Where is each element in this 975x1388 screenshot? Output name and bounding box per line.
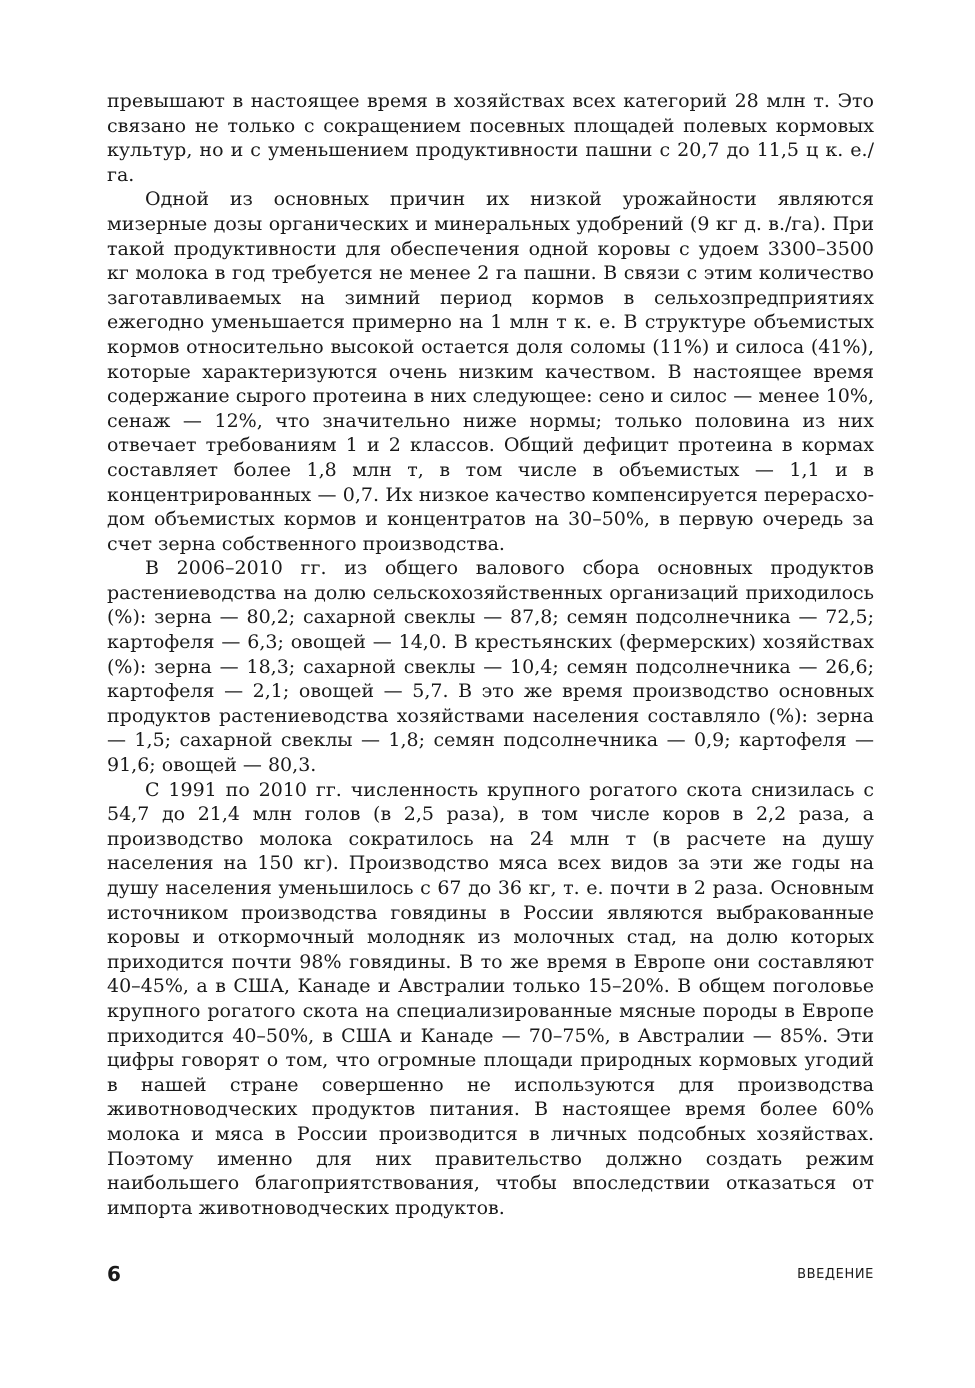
paragraph-continuation: превышают в настоящее время в хозяйствах всех категорий 28 млн т. Это связано не только с сокращением посевных площадей полевых кормовых культур, но и с уменьшением продуктивности пашни с 20,7 до 11,5 ц к. е./га. [107,90,874,186]
running-head: ВВЕДЕНИЕ [797,1267,874,1282]
paragraph-crop-production: В 2006–2010 гг. из общего валового сбора основных продуктов растениеводства на долю сельскохозяйственных организаций приходилось (%): зерна — 80,2; сахарной свеклы — 87,8; семян подсолнечника — 72,5; картофеля — 6,3; овощей — 14,0. В крестьянских (фермерских) хозяйствах (%): зерна — 18,3; сахарной свеклы — 10,4; семян подсолнечника — 26,6; картофеля — 2,1; овощей — 5,7. В это же время производство основных продуктов растениеводства хозяйствами населения составляло (%): зерна — 1,5; сахарной свеклы — 1,8; семян подсолнечника — 0,9; картофеля — 91,6; овощей — 80,3. [107,557,874,777]
body-text [107,89,874,1220]
page-number: 6 [107,1262,121,1286]
paragraph-livestock: С 1991 по 2010 гг. численность крупного рогатого скота снизилась с 54,7 до 21,4 млн голов (в 2,5 раза), в том числе коров в 2,2 раза, а производство молока сократилось на 24 млн т (в расчете на душу населения на 150 кг). Производство мяса всех видов за эти же годы на душу населения уменьшилось с 67 до 36 кг, т. е. почти в 2 раза. Основным источником производства говядины в России являются выбракованные коровы и откормочный молодняк из молочных стад, на долю которых приходится почти 98% говядины. В то же время в Европе они составляют 40–45%, а в США, Канаде и Австралии только 15–20%. В общем поголовье крупного рогатого скота на специализированные мясные породы в Европе приходится 40–50%, в США и Канаде — 70–75%, в Австралии — 85%. Эти цифры говорят о том, что огромные площади природных кормовых угодий в нашей стране совершенно не используются для производства животноводческих продуктов питания. В настоящее время более 60% молока и мяса в России производится в личных подсобных хозяйствах. Поэтому именно для них правительство должно создать режим наибольшего благоприятствования, чтобы впоследствии отказаться от импорта животноводческих продуктов. [107,778,874,1219]
paragraph-feed-yield: Одной из основных причин их низкой урожайности являются мизерные дозы органических и минеральных удобрений (9 кг д. в./га). При такой продуктивности для обеспечения одной коровы с удоем 3300–3500 кг молока в год требуется не менее 2 га пашни. В связи с этим количество заготавливаемых на зимний период кормов в сельхозпредприятиях ежегодно уменьшается примерно на 1 млн т к. е. В структуре объемистых кормов относительно высокой остается доля соломы (11%) и силоса (41%), которые характеризуются очень низким качеством. В настоящее время содержание сырого протеина в них следующее: сено и силос — менее 10%, сенаж — 12%, что значительно ниже нормы; только половина из них отвечает требованиям 1 и 2 классов. Общий дефицит протеина в кормах составляет более 1,8 млн т, в том числе в объемистых — 1,1 и в концентрированных — 0,7. Их низкое качество компенсируется перерасходом объемистых кормов и концентратов на 30–50%, в первую очередь за счет зерна собственного производства. [107,188,874,555]
